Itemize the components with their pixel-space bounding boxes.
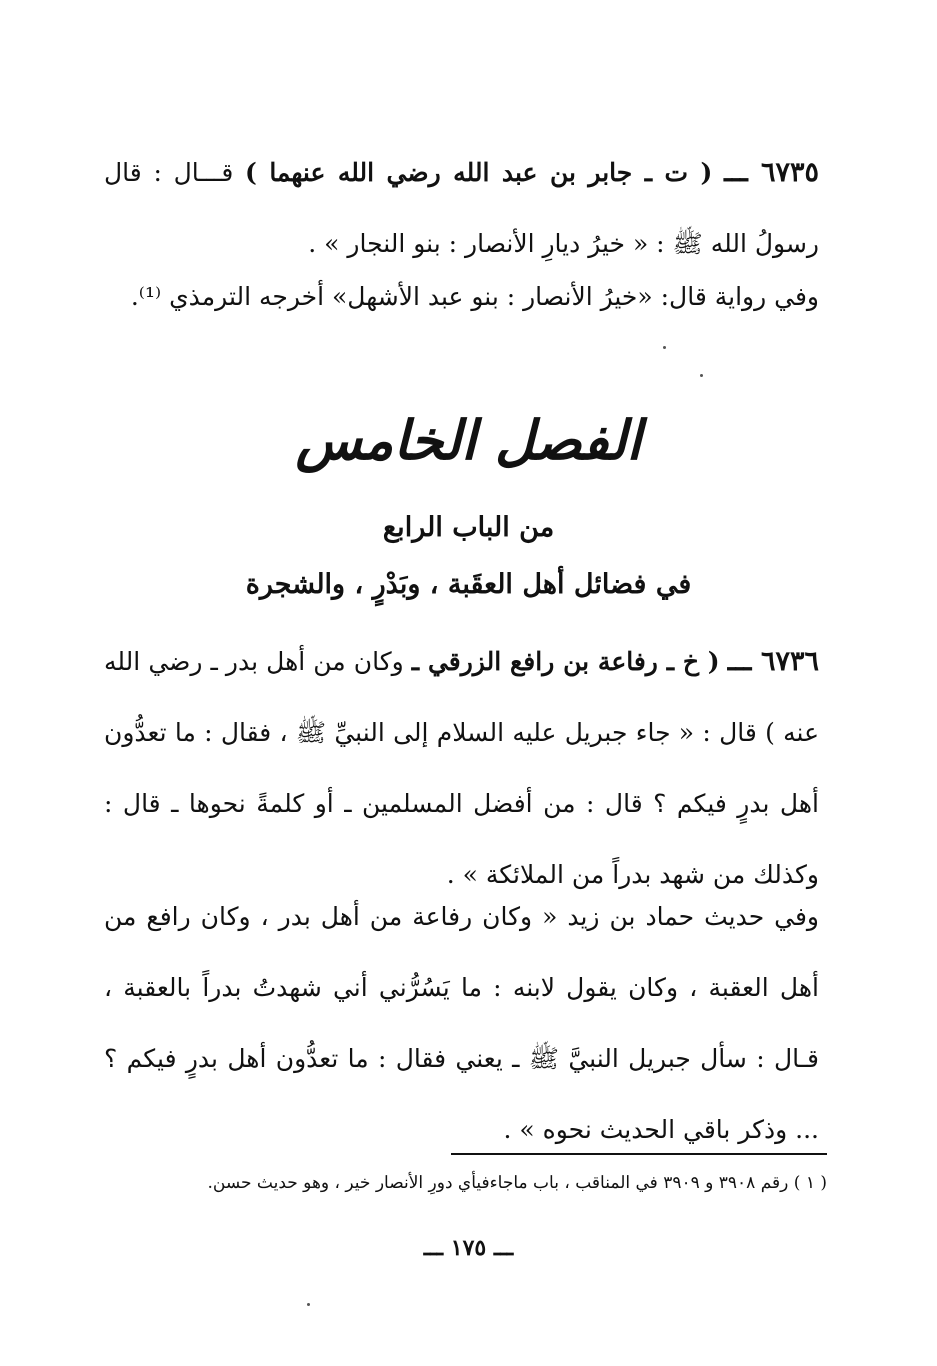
page-number: ـــ ١٧٥ ـــ (423, 1235, 514, 1261)
chapter-title: الفصل الخامس (295, 408, 642, 472)
ink-speck (700, 374, 703, 377)
hadith-number: ٦٧٣٥ ـــ (724, 157, 819, 188)
ink-speck (307, 1303, 310, 1306)
hadith-6735 (104, 137, 819, 279)
hadith-6735-variant: وفي رواية قال: «خيرُ الأنصار : بنو عبد الأشهل» أخرجه الترمذي ⁽¹⁾. (130, 282, 819, 311)
chapter-topic: في فضائل أهل العقَبة ، وبَدْرٍ ، والشجرة (245, 569, 692, 600)
hadith-6736-variant: وفي حديث حماد بن زيد « وكان رفاعة من أهل بدر ، وكان رافع من أهل العقبة ، وكان يقول لابنه : ما يَسُرُّني أني شهدتُ بدراً بالعقبة ، قـال : سأل جبريل النبيَّ ﷺ ـ يعني فقال : ما تعدُّون أهل بدرٍ فيكم ؟ ... وذكر باقي الحديث نحوه » . (104, 902, 819, 1144)
hadith-source-ref: ( خ ـ رفاعة بن رافع الزرقي ـ (411, 647, 720, 676)
ink-speck (663, 346, 666, 349)
hadith-number: ٦٧٣٦ ـــ (727, 646, 819, 677)
footnote: ( ١ ) رقم ٣٩٠٨ و ٣٩٠٩ في المناقب ، باب ماجاءفيأي دورِ الأنصار خير ، وهو حديث حسن. (207, 1173, 827, 1193)
footnote-divider (451, 1153, 827, 1155)
hadith-6736 (104, 626, 819, 910)
hadith-text: قـــال : قال رسولُ الله ﷺ : « خيرُ ديارِ الأنصار : بنو النجار » . (104, 158, 819, 258)
hadith-source-ref: ( ت ـ جابر بن عبد الله رضي الله عنهما ) (245, 158, 713, 187)
chapter-subtitle: من الباب الرابع (382, 512, 555, 543)
hadith-text: وكان من أهل بدر ـ رضي الله عنه ) قال : « جاء جبريل عليه السلام إلى النبيِّ ﷺ ، فقال : ما تعدُّون أهل بدرٍ فيكم ؟ قال : من أفضل المسلمين ـ أو كلمةً نحوها ـ قال : وكذلك من شهد بدراً من الملائكة » . (104, 647, 819, 889)
